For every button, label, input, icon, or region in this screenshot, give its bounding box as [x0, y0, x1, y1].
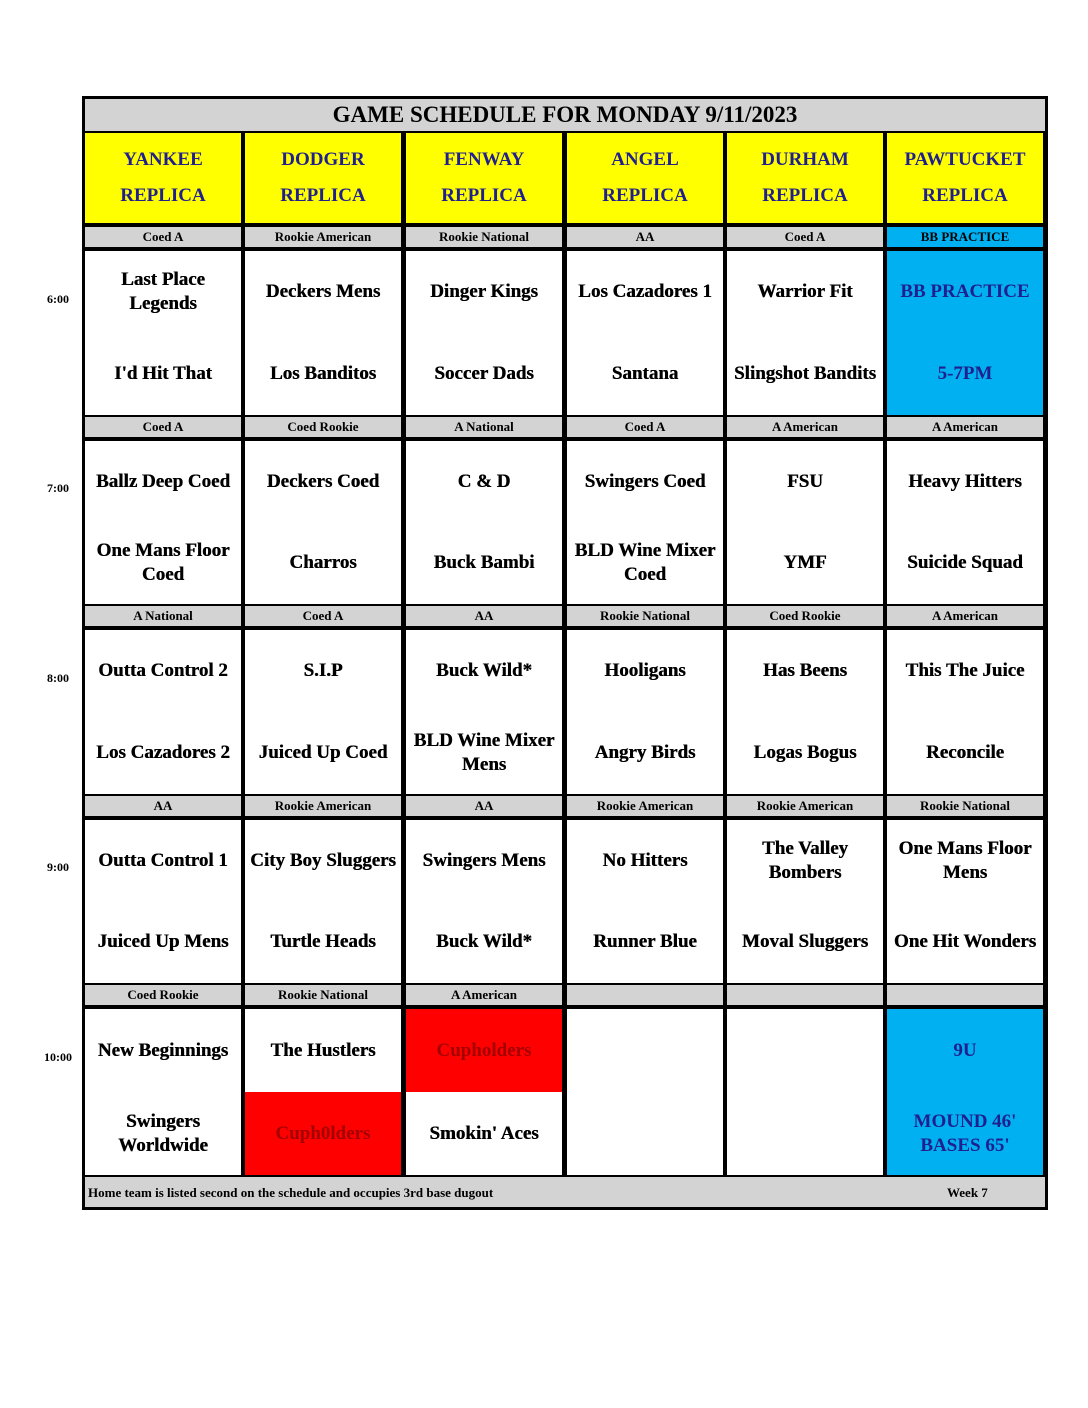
game-cell — [567, 441, 723, 604]
home-team: MOUND 46' BASES 65' — [913, 1110, 1017, 1156]
home-team: Moval Sluggers — [741, 931, 869, 953]
home-team — [567, 1092, 723, 1175]
field-header-yankee — [85, 133, 241, 223]
away-team: City Boy Sluggers — [250, 849, 396, 871]
game-cell — [406, 1009, 562, 1175]
game-cell — [245, 441, 401, 604]
game-cell — [245, 1009, 401, 1175]
division-cell: AA — [85, 796, 241, 816]
division-cell: Coed Rookie — [85, 985, 241, 1005]
away-team: Cupholders — [406, 1009, 562, 1092]
away-team: This The Juice — [905, 660, 1025, 681]
home-team: One Hit Wonders — [893, 931, 1037, 953]
division-cell: Rookie American — [567, 796, 723, 816]
division-cell: A American — [887, 606, 1043, 626]
away-team — [567, 1009, 723, 1092]
away-team: No Hitters — [602, 849, 688, 871]
game-cell — [406, 820, 562, 983]
home-team: Angry Birds — [594, 742, 696, 763]
away-team: FSU — [787, 470, 823, 492]
away-team: S.I.P — [303, 660, 343, 681]
home-team: Runner Blue — [593, 931, 697, 953]
away-team: BB PRACTICE — [900, 281, 1030, 302]
division-cell: A National — [406, 417, 562, 437]
away-team: Los Cazadores 1 — [578, 281, 712, 302]
home-team: Buck Bambi — [433, 552, 535, 574]
division-cell: Rookie American — [245, 796, 401, 816]
away-team: Dinger Kings — [430, 281, 538, 302]
field-header-dodger — [245, 133, 401, 223]
home-team: Logas Bogus — [753, 742, 857, 763]
field-name: FENWAY — [443, 149, 525, 170]
home-team — [727, 1092, 883, 1175]
division-cell: Coed Rookie — [727, 606, 883, 626]
time-label: 10:00 — [44, 1050, 72, 1064]
game-cell — [245, 820, 401, 983]
division-cell — [887, 985, 1043, 1005]
field-name: ANGEL — [611, 149, 679, 170]
home-team: Smokin' Aces — [429, 1122, 539, 1144]
home-team: Soccer Dads — [434, 363, 534, 384]
time-label: 7:00 — [47, 481, 69, 495]
home-team: Charros — [289, 552, 357, 574]
division-cell: A American — [887, 417, 1043, 437]
away-team: Heavy Hitters — [908, 470, 1022, 492]
footer-bar — [85, 1177, 1045, 1207]
home-team: Turtle Heads — [270, 931, 376, 953]
home-team: YMF — [783, 552, 827, 574]
field-subtitle: REPLICA — [280, 185, 366, 206]
home-team: One Mans Floor Coed — [96, 540, 230, 586]
division-cell: Coed Rookie — [245, 417, 401, 437]
division-cell: AA — [406, 606, 562, 626]
home-team: Buck Wild* — [436, 931, 532, 953]
home-team: I'd Hit That — [114, 363, 212, 384]
home-team: 5-7PM — [937, 363, 993, 384]
division-cell: Rookie National — [887, 796, 1043, 816]
field-subtitle: REPLICA — [602, 185, 688, 206]
division-cell: Rookie National — [406, 227, 562, 247]
away-team: Deckers Coed — [266, 470, 380, 492]
field-subtitle: REPLICA — [922, 185, 1008, 206]
division-cell: Coed A — [245, 606, 401, 626]
game-cell — [727, 820, 883, 983]
game-cell — [727, 630, 883, 794]
division-cell — [567, 985, 723, 1005]
away-team: One Mans Floor Mens — [898, 837, 1032, 883]
division-cell — [727, 985, 883, 1005]
home-team: Juiced Up Coed — [258, 742, 388, 763]
game-cell — [567, 1009, 723, 1175]
away-team: Hooligans — [604, 660, 686, 681]
division-cell: Coed A — [727, 227, 883, 247]
division-cell: A American — [727, 417, 883, 437]
away-team: Buck Wild* — [436, 660, 532, 681]
away-team: Outta Control 1 — [98, 849, 228, 871]
field-name: PAWTUCKET — [904, 149, 1026, 170]
game-cell — [245, 251, 401, 415]
away-team: Ballz Deep Coed — [95, 470, 231, 492]
home-team: BLD Wine Mixer Coed — [574, 540, 716, 586]
home-team: Swingers Worldwide — [118, 1110, 208, 1156]
game-cell — [245, 630, 401, 794]
division-cell: Rookie American — [727, 796, 883, 816]
division-cell: AA — [406, 796, 562, 816]
home-team: Santana — [611, 363, 679, 384]
division-cell: Rookie National — [567, 606, 723, 626]
field-subtitle: REPLICA — [120, 185, 206, 206]
away-team: New Beginnings — [97, 1039, 229, 1061]
division-cell: A American — [406, 985, 562, 1005]
game-cell — [567, 630, 723, 794]
game-cell — [727, 1009, 883, 1175]
home-team: Los Banditos — [269, 363, 377, 384]
away-team: Warrior Fit — [757, 281, 853, 302]
field-name: YANKEE — [123, 149, 203, 170]
away-team: Outta Control 2 — [98, 660, 228, 681]
away-team: The Hustlers — [270, 1039, 376, 1061]
game-cell — [406, 251, 562, 415]
home-team: Juiced Up Mens — [97, 931, 229, 953]
game-cell — [567, 251, 723, 415]
game-cell — [887, 441, 1043, 604]
away-team — [727, 1009, 883, 1092]
game-cell — [887, 820, 1043, 983]
footer-note: Home team is listed second on the schedule and occupies 3rd base dugout — [88, 1185, 494, 1200]
away-team: C & D — [457, 470, 511, 492]
field-header-durham — [727, 133, 883, 223]
away-team: Deckers Mens — [265, 281, 381, 302]
time-label: 9:00 — [47, 860, 69, 874]
field-header-angel — [567, 133, 723, 223]
game-cell — [85, 251, 241, 415]
division-cell: Rookie American — [245, 227, 401, 247]
division-cell: Coed A — [85, 417, 241, 437]
division-cell: Rookie National — [245, 985, 401, 1005]
division-cell: AA — [567, 227, 723, 247]
game-cell — [887, 251, 1043, 415]
page-title: GAME SCHEDULE FOR MONDAY 9/11/2023 — [85, 99, 1045, 133]
division-cell: BB PRACTICE — [887, 227, 1043, 247]
division-cell: Coed A — [85, 227, 241, 247]
away-team: Swingers Mens — [422, 849, 546, 871]
home-team: Reconcile — [925, 742, 1005, 763]
home-team: Cuph0lders — [245, 1092, 401, 1175]
game-cell — [85, 630, 241, 794]
away-team: The Valley Bombers — [761, 837, 849, 883]
game-cell — [406, 441, 562, 604]
game-cell — [887, 1009, 1043, 1175]
game-cell — [727, 441, 883, 604]
field-subtitle: REPLICA — [441, 185, 527, 206]
home-team: Suicide Squad — [907, 552, 1023, 574]
game-cell — [887, 630, 1043, 794]
game-cell — [567, 820, 723, 983]
schedule-table — [82, 96, 1048, 1210]
home-team: Los Cazadores 2 — [96, 742, 230, 763]
game-cell — [727, 251, 883, 415]
away-team: 9U — [953, 1039, 977, 1061]
away-team: Swingers Coed — [584, 470, 706, 492]
division-cell: A National — [85, 606, 241, 626]
field-subtitle: REPLICA — [762, 185, 848, 206]
time-label: 8:00 — [47, 671, 69, 685]
home-team: Slingshot Bandits — [733, 363, 877, 384]
game-cell — [85, 820, 241, 983]
game-cell — [85, 441, 241, 604]
field-name: DODGER — [281, 149, 365, 170]
game-cell — [85, 1009, 241, 1175]
game-cell — [406, 630, 562, 794]
field-header-fenway — [406, 133, 562, 223]
home-team: BLD Wine Mixer Mens — [413, 730, 555, 775]
field-name: DURHAM — [761, 149, 849, 170]
division-cell: Coed A — [567, 417, 723, 437]
field-header-pawtucket — [887, 133, 1043, 223]
time-label: 6:00 — [47, 292, 69, 306]
away-team: Last Place Legends — [121, 269, 205, 314]
week-label: Week 7 — [947, 1185, 988, 1200]
away-team: Has Beens — [763, 660, 847, 681]
